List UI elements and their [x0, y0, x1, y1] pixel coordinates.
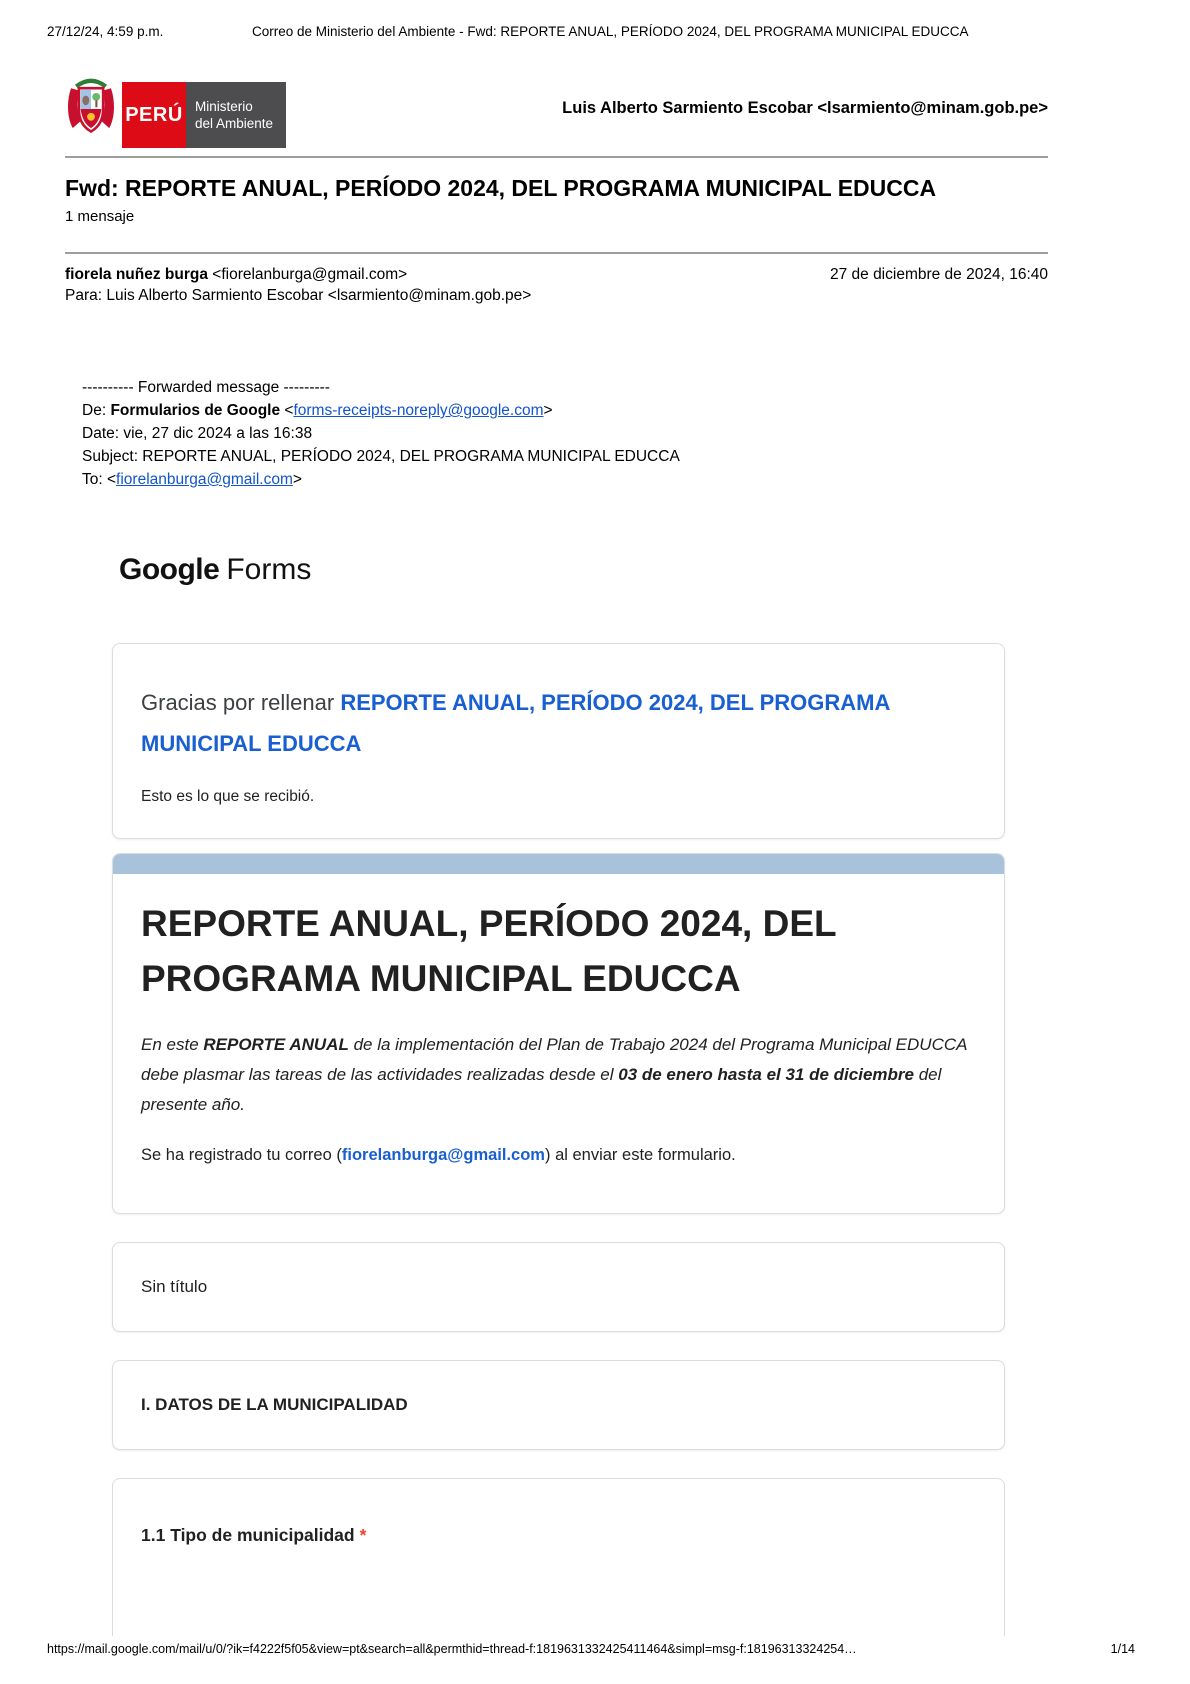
- forwarded-from-line: [82, 399, 1048, 422]
- angle-open: <: [280, 402, 294, 419]
- angle-close: >: [543, 402, 553, 419]
- brand-row: [65, 68, 1048, 148]
- email-printout: [65, 68, 1048, 1636]
- untitled-section-label: Sin título: [141, 1277, 208, 1296]
- form-card: [112, 853, 1005, 1214]
- ministry-label-line2: del Ambiente: [195, 116, 274, 131]
- forwarded-to-email-link[interactable]: fiorelanburga@gmail.com: [116, 471, 293, 488]
- ministry-box: [186, 82, 286, 148]
- forwarded-to-line: [82, 468, 1048, 491]
- sender-address: <fiorelanburga@gmail.com>: [207, 266, 408, 283]
- forms-wordmark: Forms: [226, 553, 312, 586]
- forwarded-from-name: Formularios de Google: [110, 402, 281, 419]
- forwarded-date-line: Date: vie, 27 dic 2024 a las 16:38: [82, 425, 313, 442]
- form-title: REPORTE ANUAL, PERÍODO 2024, DEL PROGRAMA MUNICIPAL EDUCCA: [141, 903, 836, 999]
- form-title-link[interactable]: REPORTE ANUAL, PERÍODO 2024, DEL PROGRAMA MUNICIPAL EDUCCA: [141, 690, 890, 756]
- print-doc-title: Correo de Ministerio del Ambiente - Fwd: REPORTE ANUAL, PERÍODO 2024, DEL PROGRAMA MUNICIPAL EDUCCA: [252, 24, 969, 39]
- required-asterisk: *: [359, 1525, 367, 1545]
- untitled-section-card: [112, 1242, 1005, 1332]
- desc-seg: En este: [141, 1035, 204, 1054]
- received-note: Esto es lo que se recibió.: [141, 788, 315, 805]
- print-footer: [47, 1642, 1135, 1656]
- ministry-label-line1: Ministerio: [195, 99, 253, 114]
- registered-email-link[interactable]: fiorelanburga@gmail.com: [341, 1146, 545, 1164]
- account-owner: Luis Alberto Sarmiento Escobar <lsarmiento@minam.gob.pe>: [562, 99, 1048, 117]
- forwarded-from-email-link[interactable]: forms-receipts-noreply@google.com: [293, 402, 544, 419]
- forwarded-subject-line: Subject: REPORTE ANUAL, PERÍODO 2024, DEL PROGRAMA MUNICIPAL EDUCCA: [82, 448, 680, 465]
- print-header: [47, 24, 1135, 39]
- forwarded-from-label: De:: [82, 402, 111, 419]
- section-heading: I. DATOS DE LA MUNICIPALIDAD: [141, 1395, 408, 1414]
- subject-heading: Fwd: REPORTE ANUAL, PERÍODO 2024, DEL PROGRAMA MUNICIPAL EDUCCA: [65, 175, 937, 201]
- form-description: [141, 1030, 976, 1120]
- form-card-topbar: [113, 854, 1004, 874]
- forwarded-block: [82, 376, 1048, 491]
- email-registered-note: [141, 1146, 976, 1165]
- peru-flag-box: PERÚ: [122, 82, 186, 148]
- message-header: [65, 264, 1048, 306]
- sender-line: [65, 264, 1048, 285]
- minam-logo: [65, 70, 286, 148]
- question-label: 1.1 Tipo de municipalidad: [141, 1525, 355, 1545]
- sender-identity: [65, 264, 407, 285]
- desc-seg-bold: REPORTE ANUAL: [203, 1035, 349, 1054]
- message-count: 1 mensaje: [65, 208, 135, 225]
- recipient-line: Para: Luis Alberto Sarmiento Escobar <lsarmiento@minam.gob.pe>: [65, 287, 532, 304]
- sender-name: fiorela nuñez burga: [65, 266, 208, 283]
- angle-close: >: [292, 471, 302, 488]
- desc-seg-bold: 03 de enero hasta el 31 de diciembre: [618, 1065, 914, 1084]
- message-date: 27 de diciembre de 2024, 16:40: [829, 266, 1048, 283]
- question-card: [112, 1478, 1005, 1636]
- peru-coat-of-arms-icon: [65, 70, 117, 148]
- divider: [65, 156, 1048, 158]
- registered-suffix: ) al enviar este formulario.: [544, 1146, 736, 1164]
- page-indicator: 1/14: [1110, 1642, 1135, 1656]
- divider: [65, 252, 1048, 254]
- print-datetime: 27/12/24, 4:59 p.m.: [47, 24, 164, 39]
- google-wordmark: Google: [119, 553, 220, 586]
- registered-prefix: Se ha registrado tu correo (: [141, 1146, 342, 1164]
- thanks-text: [141, 682, 976, 764]
- desc-seg: del presente año.: [141, 1065, 942, 1114]
- desc-seg: de la implementación del Plan de Trabajo 2024 del Programa Municipal EDUCCA debe plasmar las tareas de las actividades realizadas desde el: [141, 1035, 967, 1084]
- form-card-body: [113, 874, 1004, 1213]
- logo-boxes: [122, 82, 286, 148]
- forwarded-header: ---------- Forwarded message ---------: [82, 379, 330, 396]
- footer-url: https://mail.google.com/mail/u/0/?ik=f4222f5f05&view=pt&search=all&permthid=thread-f:1819631332425411464&simpl=msg-f:18196313324254…: [47, 1642, 857, 1656]
- google-forms-logo: [119, 553, 1048, 587]
- thanks-prefix: Gracias por rellenar: [141, 690, 341, 715]
- thanks-card: [112, 643, 1005, 839]
- forwarded-to-label: To: <: [82, 471, 117, 488]
- section-heading-card: [112, 1360, 1005, 1450]
